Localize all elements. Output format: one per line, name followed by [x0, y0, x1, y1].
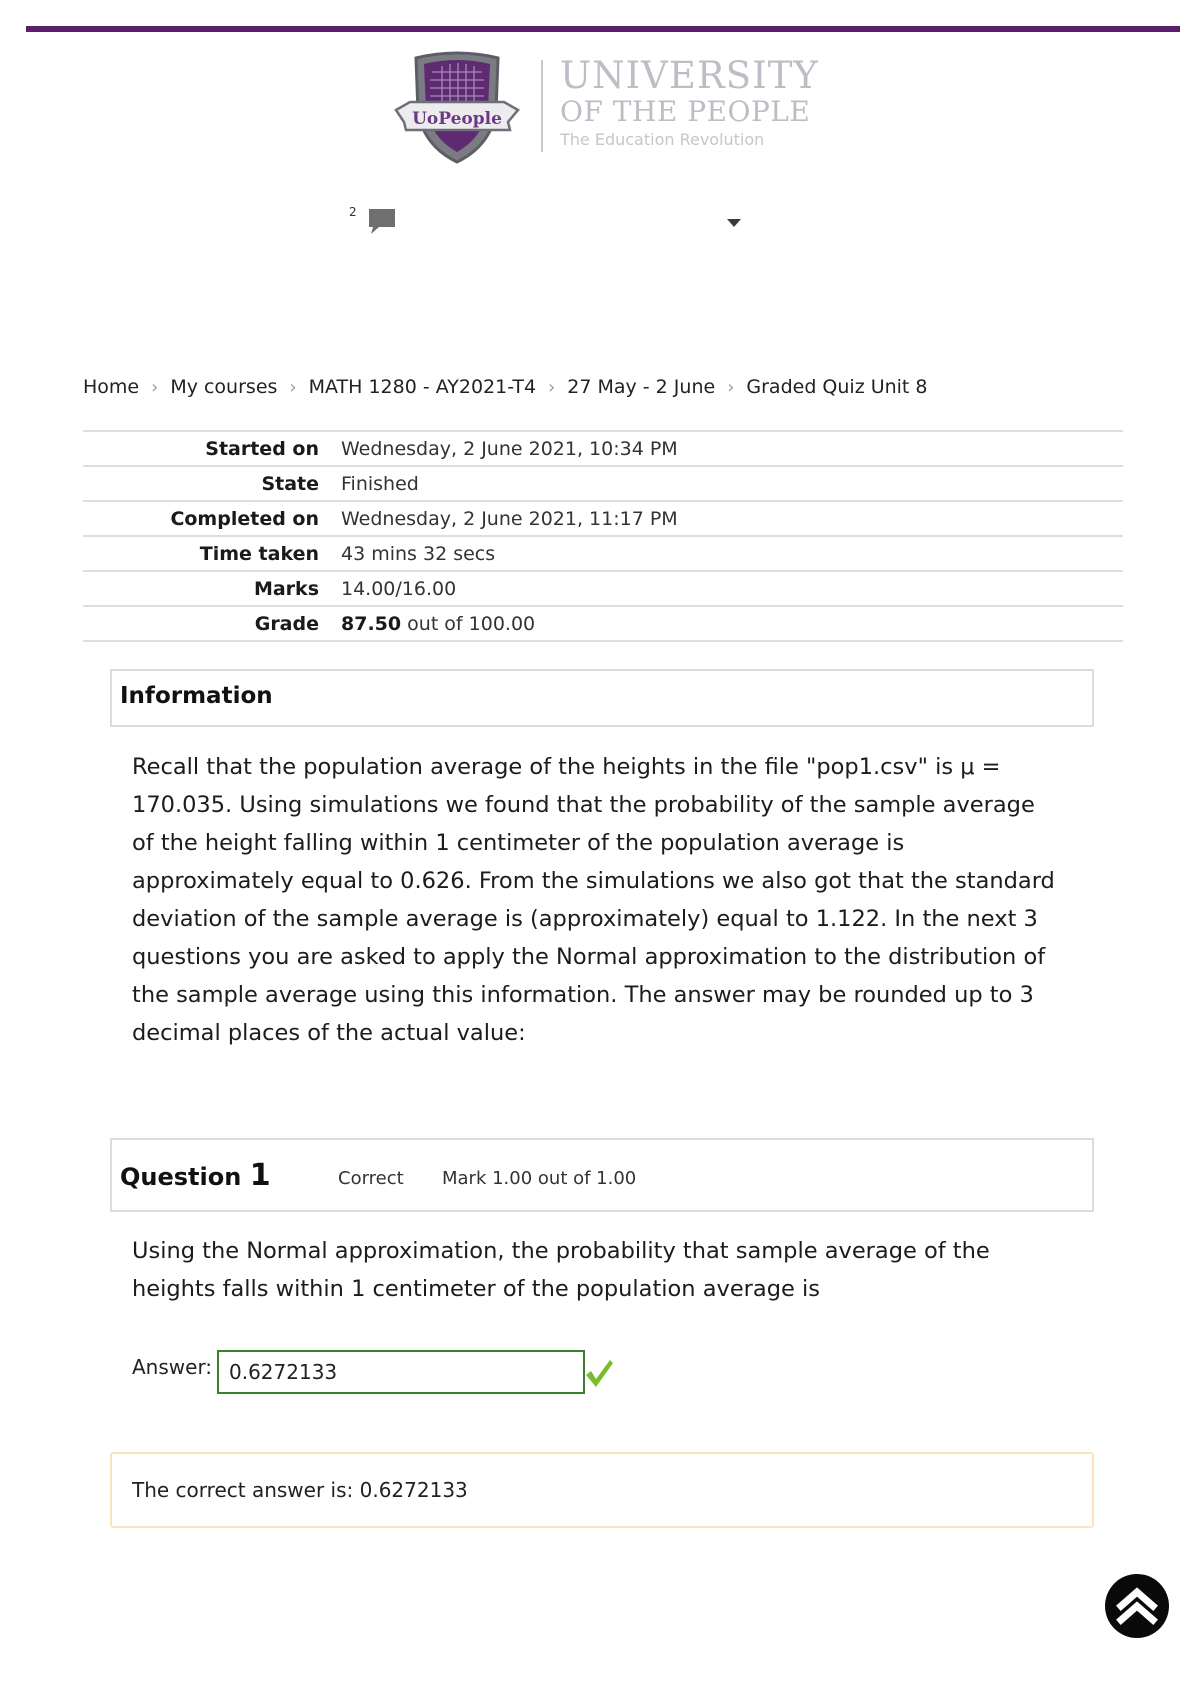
table-row — [83, 501, 1123, 536]
logo-wordmark — [560, 56, 819, 152]
university-logo[interactable] — [392, 50, 822, 170]
logo-divider — [541, 60, 543, 152]
summary-label: Completed on — [83, 501, 341, 536]
summary-value: 14.00/16.00 — [341, 571, 1123, 606]
question-title — [120, 1158, 271, 1193]
question-number: 1 — [249, 1158, 271, 1193]
message-count-badge: 2 — [349, 205, 357, 219]
back-to-top-button[interactable] — [1105, 1574, 1169, 1638]
breadcrumb-home[interactable]: Home — [83, 376, 140, 398]
chevron-right-icon: › — [289, 376, 297, 398]
summary-value: 43 mins 32 secs — [341, 536, 1123, 571]
chevron-right-icon: › — [151, 376, 159, 398]
top-accent-bar — [26, 26, 1180, 32]
question-text: Using the Normal approximation, the probability that sample average of the heights falls within 1 centimeter of the population average is — [132, 1238, 990, 1302]
correct-answer-text: The correct answer is: 0.6272133 — [132, 1478, 468, 1502]
logo-tagline: The Education Revolution — [560, 130, 765, 149]
grade-value — [341, 606, 1123, 641]
answer-input[interactable] — [217, 1350, 585, 1394]
chevron-right-icon: › — [727, 376, 735, 398]
table-row — [83, 431, 1123, 466]
breadcrumb-my-courses[interactable]: My courses — [170, 376, 278, 398]
chevron-right-icon: › — [548, 376, 556, 398]
question-label: Question — [120, 1163, 242, 1191]
table-row — [83, 536, 1123, 571]
breadcrumb-week[interactable]: 27 May - 2 June — [567, 376, 716, 398]
correct-answer-feedback — [110, 1452, 1094, 1528]
answer-label: Answer: — [132, 1355, 213, 1379]
information-title: Information — [120, 683, 273, 709]
table-row — [83, 606, 1123, 641]
shield-logo — [392, 50, 522, 168]
summary-value: Wednesday, 2 June 2021, 10:34 PM — [341, 431, 1123, 466]
grade-label: Grade — [83, 606, 341, 641]
summary-label: Marks — [83, 571, 341, 606]
question-state: Correct — [338, 1168, 404, 1189]
double-chevron-up-icon — [1105, 1574, 1169, 1638]
summary-label: State — [83, 466, 341, 501]
question-mark: Mark 1.00 out of 1.00 — [442, 1168, 637, 1189]
table-row — [83, 466, 1123, 501]
quiz-summary-table — [83, 430, 1123, 642]
shield-text: UoPeople — [412, 109, 502, 129]
breadcrumb-course[interactable]: MATH 1280 - AY2021-T4 — [308, 376, 537, 398]
table-row — [83, 571, 1123, 606]
grade-score: 87.50 — [341, 612, 402, 635]
grade-suffix: out of 100.00 — [401, 612, 536, 635]
breadcrumb — [83, 372, 928, 402]
information-text: Recall that the population average of the heights in the file "pop1.csv" is μ = 170.035. Using simulations we found that the probability of the sample average of the height falling within 1 centimeter of the population average is approximately equal to 0.626. From the simulations we also got that the standard deviation of the sample average is (approximately) equal to 1.122. In the next 3 questions you are asked to apply the Normal approximation to the distribution of the sample average using this information. The answer may be rounded up to 3 decimal places of the actual value: — [132, 754, 1055, 1046]
information-header — [110, 669, 1094, 727]
chat-bubble-icon[interactable] — [367, 207, 397, 237]
checkmark-icon — [584, 1357, 614, 1389]
logo-line-university: UNIVERSITY — [560, 54, 819, 97]
caret-down-icon[interactable] — [726, 213, 742, 223]
question-header — [110, 1138, 1094, 1212]
breadcrumb-quiz[interactable]: Graded Quiz Unit 8 — [746, 376, 928, 398]
summary-label: Started on — [83, 431, 341, 466]
logo-line-of-the-people: OF THE PEOPLE — [560, 95, 811, 128]
summary-label: Time taken — [83, 536, 341, 571]
summary-value: Finished — [341, 466, 1123, 501]
summary-value: Wednesday, 2 June 2021, 11:17 PM — [341, 501, 1123, 536]
